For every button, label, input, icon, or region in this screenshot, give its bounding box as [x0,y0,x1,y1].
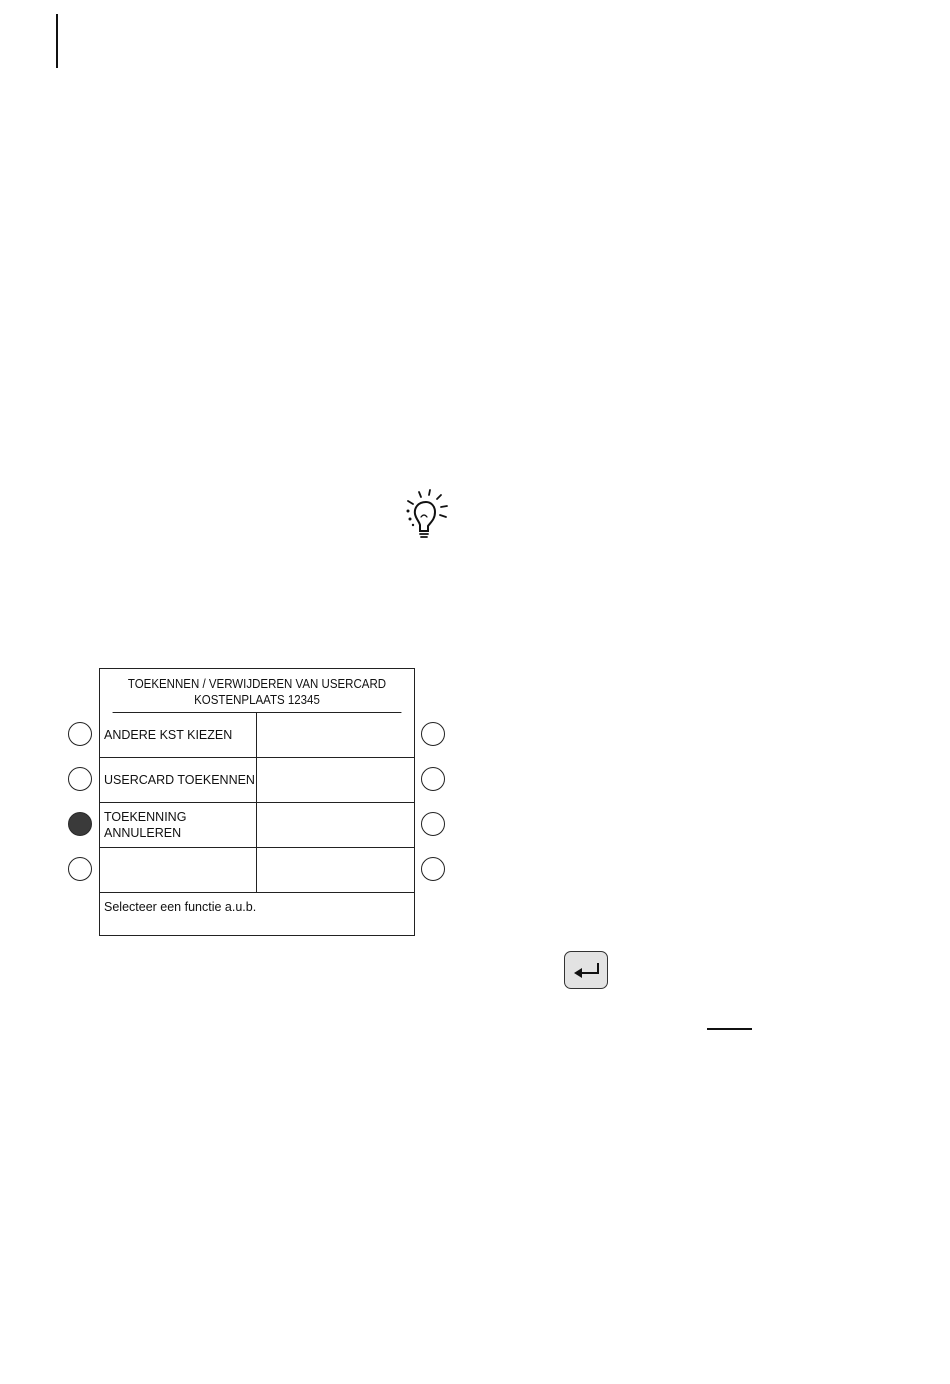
menu-item-label-line2: ANNULEREN [104,826,182,840]
softkey-right-4[interactable] [421,857,445,881]
lightbulb-icon [402,489,452,541]
menu-item-usercard-toekennen[interactable] [100,758,257,802]
menu-row-4 [100,848,414,893]
menu-item-empty [258,803,414,847]
softkey-left-4[interactable] [68,857,92,881]
menu-row-2 [100,758,414,803]
status-line [100,893,414,935]
softkey-left-3[interactable] [68,812,92,836]
softkey-right-3[interactable] [421,812,445,836]
menu-item-empty-left [100,848,257,892]
menu-item-empty [258,758,414,802]
enter-arrow-icon [571,959,603,983]
menu-item-label: USERCARD TOEKENNEN [104,773,255,787]
softkey-right-2[interactable] [421,767,445,791]
screen-title: TOEKENNEN / VERWIJDEREN VAN USERCARD [127,677,387,691]
menu-row-3 [100,803,414,848]
menu-item-empty [258,713,414,757]
menu-item-toekenning-annuleren[interactable] [100,803,257,847]
softkey-right-1[interactable] [421,722,445,746]
display-screen [99,668,415,936]
softkey-left-1[interactable] [68,722,92,746]
menu-row-1 [100,713,414,758]
softkey-left-2[interactable] [68,767,92,791]
enter-key-button[interactable] [564,951,608,989]
screen-header [113,669,402,713]
menu-item-label-line1: TOEKENNING [104,810,187,824]
menu-item-andere-kst-kiezen[interactable] [100,713,257,757]
menu-item-label: ANDERE KST KIEZEN [104,728,233,742]
underline-mark [707,1028,752,1030]
screen-subtitle: KOSTENPLAATS 12345 [194,693,320,707]
status-text: Selecteer een functie a.u.b. [104,900,257,914]
margin-rule [56,14,58,68]
menu-item-empty [258,848,414,892]
